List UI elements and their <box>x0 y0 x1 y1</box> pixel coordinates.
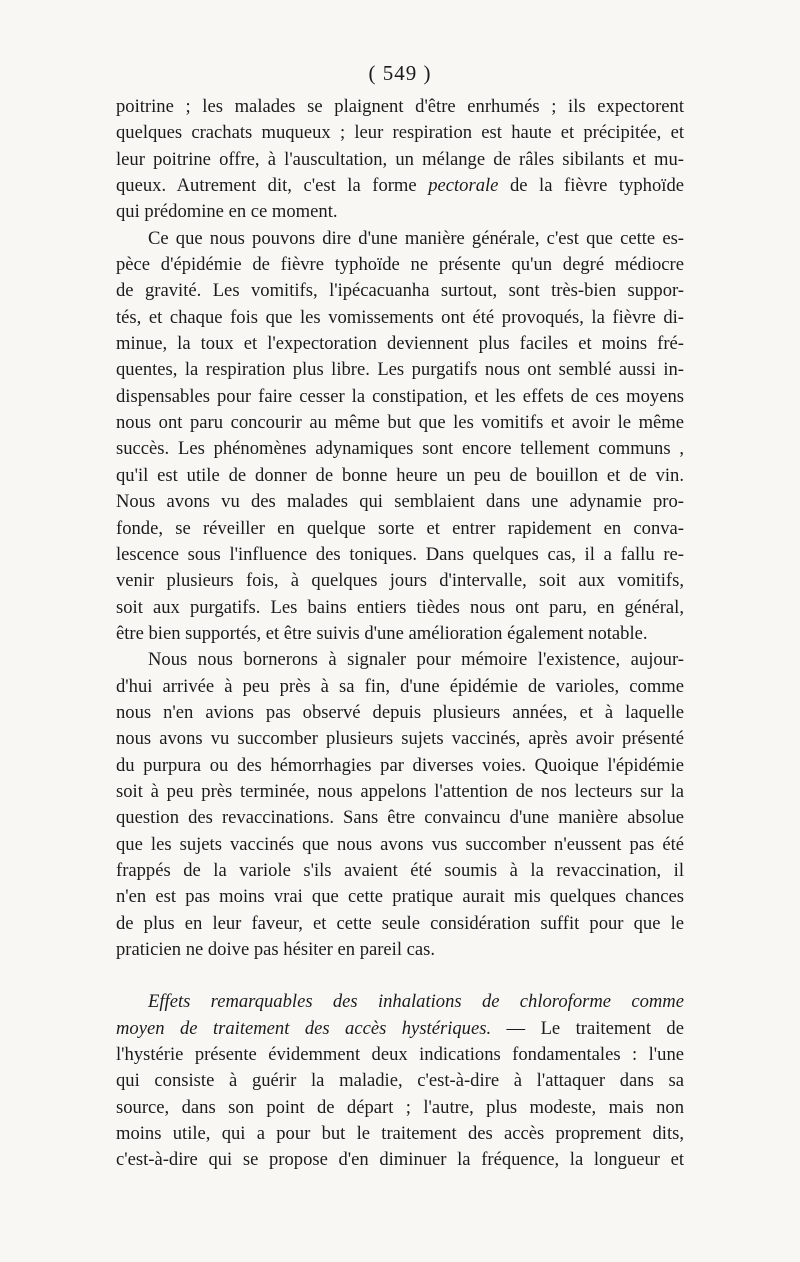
text-line: question des revaccinations. Sans être convaincu d'une manière absolue <box>116 807 684 829</box>
italic-term: pectorale <box>428 175 499 197</box>
text-line: venir plusieurs fois, à quelques jours d'intervalle, soit aux vomitifs, <box>116 570 684 592</box>
text-line-with-italic <box>116 173 684 199</box>
section-heading-line <box>116 1016 684 1042</box>
text-line: qui consiste à guérir la maladie, c'est-à-dire à l'attaquer dans sa <box>116 1070 684 1092</box>
text-line: tés, et chaque fois que les vomissements ont été provoqués, la fièvre di- <box>116 306 684 328</box>
page-number: ( 549 ) <box>368 61 432 85</box>
section-lead-text: — Le traitement de <box>491 1017 684 1039</box>
paragraph-2 <box>116 226 684 648</box>
text-line: Nous avons vu des malades qui semblaient dans une adynamie pro- <box>116 491 684 513</box>
text-line: qu'il est utile de donner de bonne heure un peu de bouillon et de vin. <box>116 464 684 486</box>
text-line: succès. Les phénomènes adynamiques sont encore tellement communs , <box>116 438 684 460</box>
text-segment: queux. Autrement dit, c'est la forme <box>116 175 429 197</box>
text-line: Nous nous bornerons à signaler pour mémoire l'existence, aujour- <box>148 649 684 671</box>
text-line: être bien supportés, et être suivis d'une amélioration également notable. <box>116 622 648 644</box>
text-line: source, dans son point de départ ; l'autre, plus modeste, mais non <box>116 1096 684 1118</box>
text-line: soit aux purgatifs. Les bains entiers tièdes nous ont paru, en général, <box>116 596 684 618</box>
text-line: Ce que nous pouvons dire d'une manière générale, c'est que cette es- <box>148 227 684 249</box>
text-line: qui prédomine en ce moment. <box>116 201 338 223</box>
text-line: du purpura ou des hémorrhagies par diverses voies. Quoique l'épidémie <box>116 754 684 776</box>
text-line: moins utile, qui a pour but le traitement des accès proprement dits, <box>116 1123 684 1145</box>
text-line: fonde, se réveiller en quelque sorte et entrer rapidement en conva- <box>116 517 684 539</box>
text-line: soit à peu près terminée, nous appelons l'attention de nos lecteurs sur la <box>116 780 684 802</box>
text-line: quentes, la respiration plus libre. Les purgatifs nous ont semblé aussi in- <box>116 359 684 381</box>
document-page <box>116 58 684 1174</box>
section-heading-italic: moyen de traitement des accès hystériques. <box>116 1017 492 1039</box>
text-line: nous avons vu succomber plusieurs sujets vaccinés, après avoir présenté <box>116 728 684 750</box>
text-line: l'hystérie présente évidemment deux indications fondamentales : l'une <box>116 1044 684 1066</box>
text-line: lescence sous l'influence des toniques. Dans quelques cas, il a fallu re- <box>116 543 684 565</box>
text-line: de gravité. Les vomitifs, l'ipécacuanha surtout, sont très-bien suppor- <box>116 280 684 302</box>
text-line: c'est-à-dire qui se propose d'en diminuer la fréquence, la longueur et <box>116 1149 684 1171</box>
paragraph-3 <box>116 647 684 963</box>
text-line: n'en est pas moins vrai que cette pratique aurait mis quelques chances <box>116 886 684 908</box>
section-heading-italic: Effets remarquables des inhalations de chloroforme comme <box>148 991 684 1013</box>
paragraph-4 <box>116 989 684 1173</box>
text-line: quelques crachats muqueux ; leur respiration est haute et précipitée, et <box>116 122 684 144</box>
text-line: poitrine ; les malades se plaignent d'être enrhumés ; ils expectorent <box>116 96 684 117</box>
text-line: minue, la toux et l'expectoration deviennent plus faciles et moins fré- <box>116 333 684 355</box>
text-line: praticien ne doive pas hésiter en pareil cas. <box>116 939 436 960</box>
paragraph-1 <box>116 94 684 226</box>
text-line: pèce d'épidémie de fièvre typhoïde ne présente qu'un degré médiocre <box>116 254 684 276</box>
text-line: de plus en leur faveur, et cette seule considération suffit pour que le <box>116 912 684 934</box>
text-segment: de la fièvre typhoïde <box>498 175 684 197</box>
section-gap <box>116 963 684 989</box>
text-line: dispensables pour faire cesser la constipation, et les effets de ces moyens <box>116 385 684 407</box>
text-line: que les sujets vaccinés que nous avons vus succomber n'eussent pas été <box>116 833 684 855</box>
text-line: frappés de la variole s'ils avaient été soumis à la revaccination, il <box>116 859 684 881</box>
text-line: d'hui arrivée à peu près à sa fin, d'une épidémie de varioles, comme <box>116 675 684 697</box>
text-line: nous ont paru concourir au même but que les vomitifs et avoir le même <box>116 412 684 434</box>
text-line: leur poitrine offre, à l'auscultation, un mélange de râles sibilants et mu- <box>116 148 684 170</box>
text-line: nous n'en avions pas observé depuis plusieurs années, et à laquelle <box>116 701 684 723</box>
section-heading-line <box>116 989 684 1015</box>
